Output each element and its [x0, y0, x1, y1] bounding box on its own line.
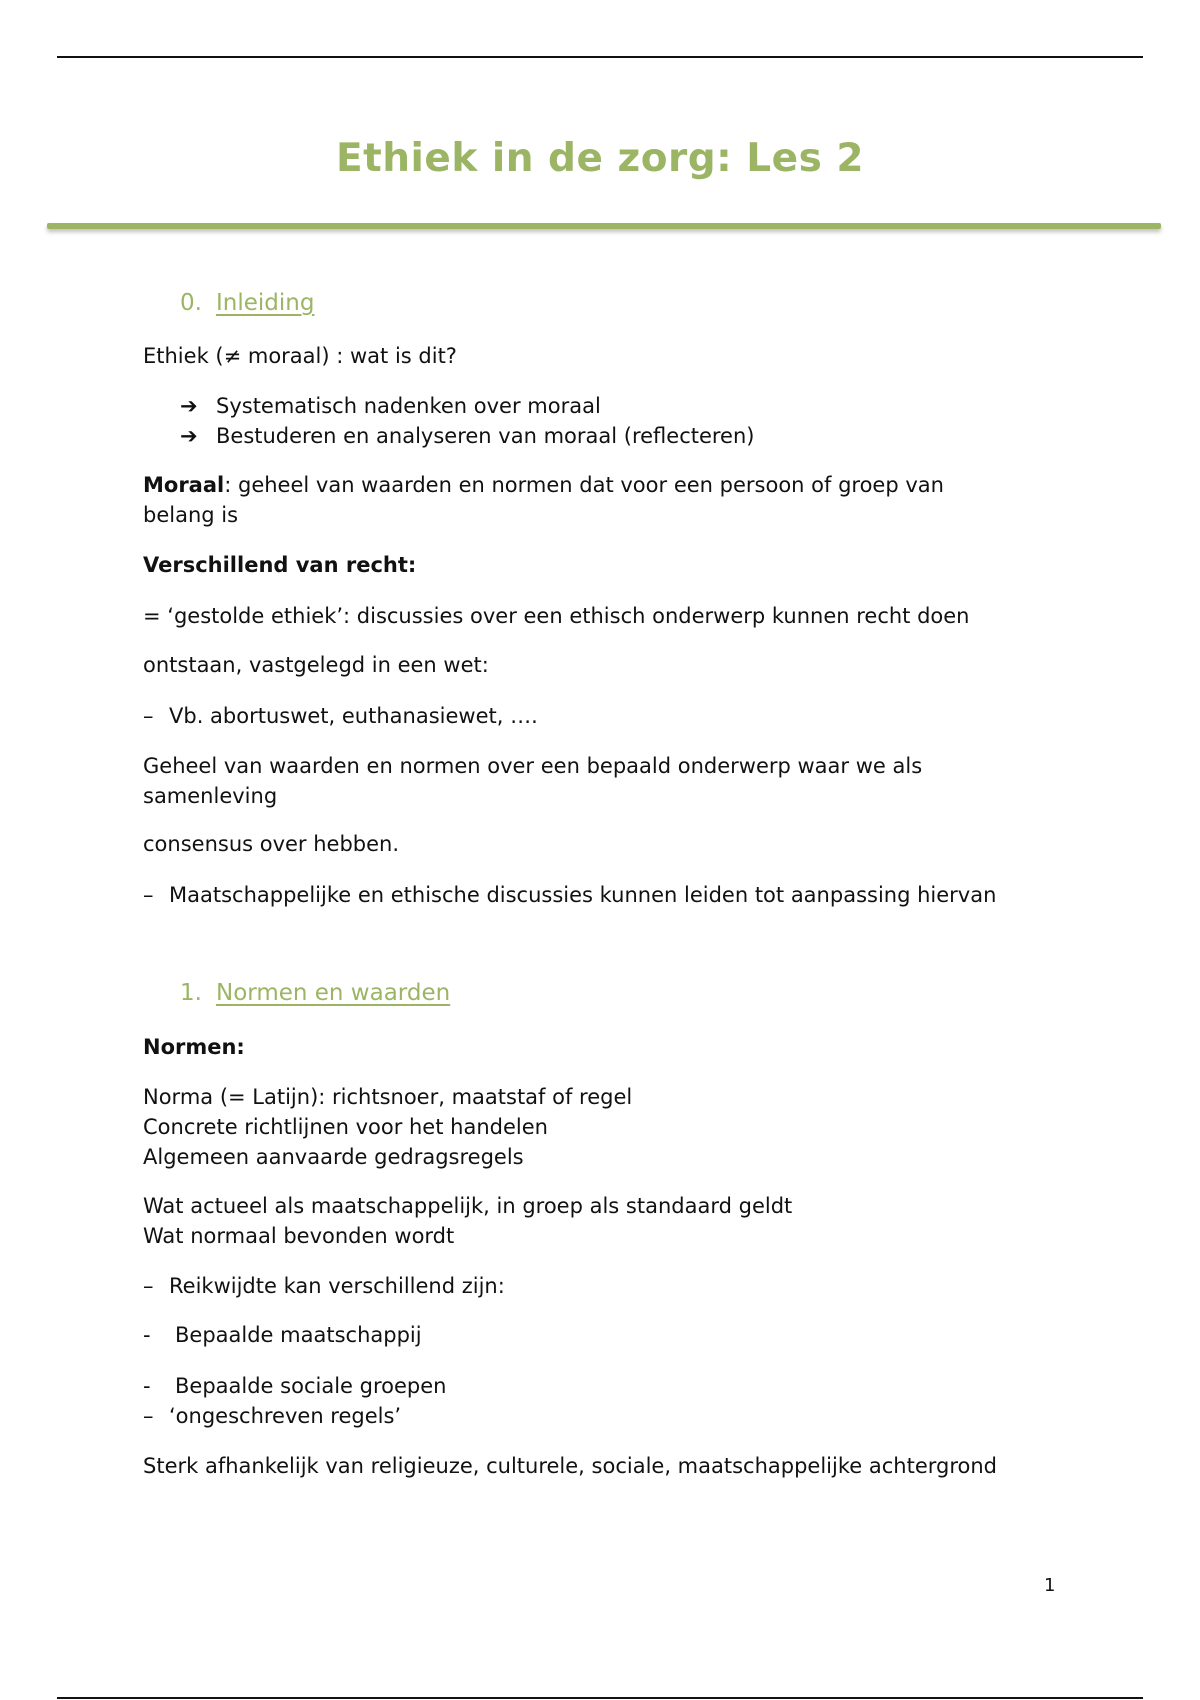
dash-bullet: – [143, 883, 154, 907]
recht-example-text: Vb. abortuswet, euthanasiewet, …. [169, 704, 538, 728]
recht-line2: ontstaan, vastgelegd in een wet: [143, 653, 489, 677]
section-title: Normen en waarden [216, 980, 451, 1006]
normen-heading [143, 1032, 1063, 1062]
moraal-def-line1: : geheel van waarden en normen dat voor een persoon of groep van [224, 473, 944, 497]
recht-example [143, 701, 1063, 731]
geheel-line2: samenleving [143, 784, 278, 808]
groepen-list [143, 1371, 1063, 1431]
reikwijdte-item [143, 1271, 1063, 1301]
norma-paragraph [143, 1082, 1063, 1172]
maatschappij-item [143, 1320, 1063, 1350]
normen-heading-text: Normen: [143, 1035, 245, 1059]
moraal-definition [143, 470, 1063, 530]
moraal-def-line2: belang is [143, 503, 239, 527]
recht-heading [143, 550, 1063, 580]
maatschappij-text: Bepaalde maatschappij [175, 1323, 422, 1347]
section-heading-normen-en-waarden [180, 978, 450, 1008]
maatschappelijk-item [143, 880, 1063, 910]
arrow-right-icon: ➔ [180, 394, 198, 418]
title-underline-bar [47, 223, 1161, 229]
norma-line2: Concrete richtlijnen voor het handelen [143, 1115, 548, 1139]
geheel-paragraph [143, 751, 1063, 811]
document-title: Ethiek in de zorg: Les 2 [335, 136, 865, 181]
arrow-list-item [180, 391, 601, 421]
actueel-line1: Wat actueel als maatschappelijk, in groep als standaard geldt [143, 1194, 793, 1218]
reikwijdte-text: Reikwijdte kan verschillend zijn: [169, 1274, 505, 1298]
norma-line1: Norma (= Latijn): richtsnoer, maatstaf of regel [143, 1085, 633, 1109]
dash-bullet: – [143, 704, 154, 728]
ongeschreven-text: ‘ongeschreven regels’ [169, 1404, 402, 1428]
arrow-item-text: Bestuderen en analyseren van moraal (reflecteren) [216, 424, 755, 448]
arrow-item-text: Systematisch nadenken over moraal [216, 394, 601, 418]
recht-heading-text: Verschillend van recht: [143, 553, 417, 577]
norma-line3: Algemeen aanvaarde gedragsregels [143, 1145, 524, 1169]
ethiek-question: Ethiek (≠ moraal) : wat is dit? [143, 344, 457, 368]
dash-bullet: - [143, 1374, 151, 1398]
bottom-rule [57, 1697, 1143, 1699]
dash-bullet: – [143, 1274, 154, 1298]
top-rule [57, 56, 1143, 58]
sociale-groepen-text: Bepaalde sociale groepen [175, 1374, 447, 1398]
actueel-paragraph [143, 1191, 1063, 1251]
section-number: 0. [180, 290, 202, 316]
page-number: 1 [1044, 1575, 1056, 1596]
maatschappelijk-text: Maatschappelijke en ethische discussies kunnen leiden tot aanpassing hiervan [169, 883, 997, 907]
recht-line1: = ‘gestolde ethiek’: discussies over een ethisch onderwerp kunnen recht doen [143, 604, 970, 628]
section-heading-inleiding [180, 288, 314, 318]
geheel-line1: Geheel van waarden en normen over een bepaald onderwerp waar we als [143, 754, 923, 778]
arrow-right-icon: ➔ [180, 424, 198, 448]
consensus-line: consensus over hebben. [143, 832, 400, 856]
dash-bullet: - [143, 1323, 151, 1347]
dash-bullet: – [143, 1404, 154, 1428]
moraal-term: Moraal [143, 473, 225, 497]
arrow-list-item [180, 421, 754, 451]
afhankelijk-line: Sterk afhankelijk van religieuze, culturele, sociale, maatschappelijke achtergrond [143, 1454, 997, 1478]
actueel-line2: Wat normaal bevonden wordt [143, 1224, 455, 1248]
section-title: Inleiding [216, 290, 315, 316]
section-number: 1. [180, 980, 202, 1006]
